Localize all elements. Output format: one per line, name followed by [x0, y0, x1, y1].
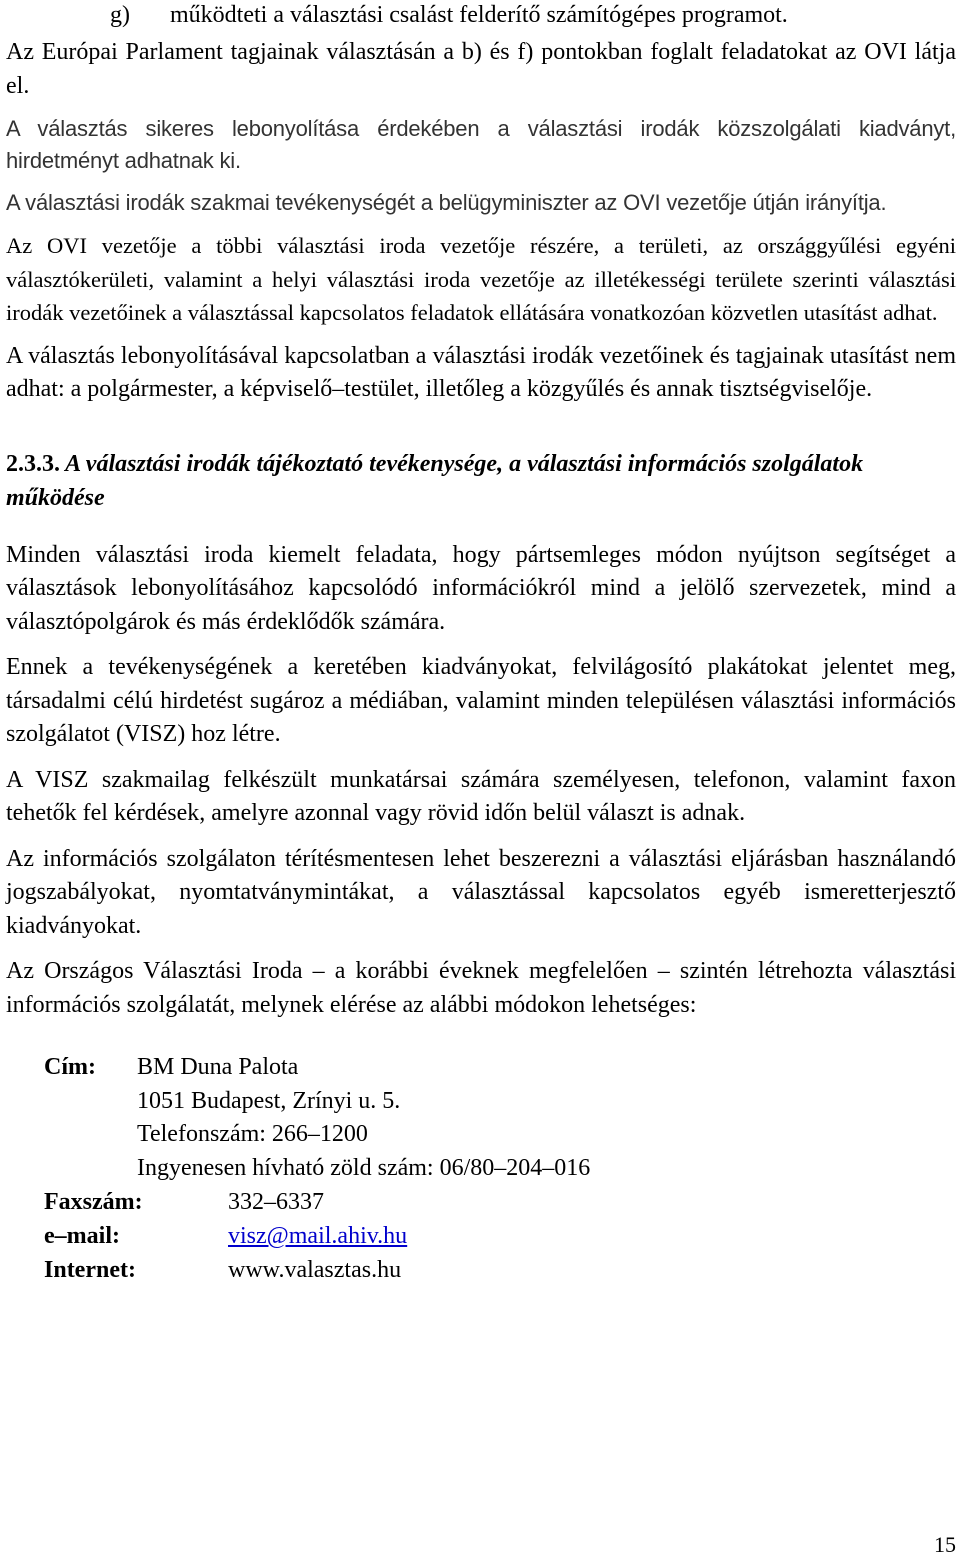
section-number: 2.3.3. [6, 450, 60, 477]
fax-label: Faxszám: [44, 1189, 143, 1215]
paragraph-visz-created: Ennek a tevékenységének a keretében kiadványokat, felvilágosító plakátokat jelentet meg, társadalmi célú hirdetést sugároz a médiában, valamint minden településen választási információs szolgálatot (VISZ) hoz létre. [6, 654, 956, 747]
paragraph-publications: A választás sikeres lebonyolítása érdekében a választási irodák közszolgálati kiadványt, hirdetményt adhatnak ki. [6, 116, 956, 173]
email-link[interactable]: visz@mail.ahiv.hu [228, 1223, 408, 1249]
fax-value: 332–6337 [228, 1189, 324, 1215]
paragraph-free-materials: Az információs szolgálaton térítésmentesen lehet beszerezni a választási eljárásban használandó jogszabályokat, nyomtatványmintákat, a választással kapcsolatos egyéb ismeretterjesztő kiadványokat. [6, 845, 956, 939]
paragraph-instructions: Az OVI vezetője a többi választási iroda vezetője részére, a területi, az országgyűlési egyéni választókerületi, valamint a helyi választási iroda vezetője az illetékességi területe szerinti választási irodák vezetőinek a választással kapcsolatos feladatok ellátására vonatkozóan közvetlen utasítást adhat. [6, 233, 956, 325]
list-item-text: működteti a választási csalást felderítő számítógépes programot. [170, 2, 788, 28]
paragraph-supervision: A választási irodák szakmai tevékenységét a belügyminiszter az OVI vezetője útján irányítja. [6, 190, 887, 215]
list-marker: g) [110, 2, 130, 28]
page-number: 15 [934, 1532, 956, 1557]
paragraph-ep-election: Az Európai Parlament tagjainak választásán a b) és f) pontokban foglalt feladatokat az OVI látja el. [6, 39, 956, 99]
email-label: e–mail: [44, 1223, 120, 1249]
internet-value: www.valasztas.hu [228, 1257, 402, 1283]
paragraph-no-instructions: A választás lebonyolításával kapcsolatban a választási irodák vezetőinek és tagjainak utasítást nem adhat: a polgármester, a képviselő–testület, illetőleg a közgyűlés és annak tisztségviselője. [6, 342, 956, 402]
section-title: A választási irodák tájékoztató tevékenysége, a választási információs szolgálatok működése [6, 450, 864, 511]
paragraph-ovi-service: Az Országos Választási Iroda – a korábbi éveknek megfelelően – szintén létrehozta választási információs szolgálatát, melynek elérése az alábbi módokon lehetséges: [6, 958, 956, 1018]
address-line-4: Ingyenesen hívható zöld szám: 06/80–204–016 [137, 1155, 591, 1181]
address-line-2: 1051 Budapest, Zrínyi u. 5. [137, 1088, 401, 1114]
paragraph-neutral-information: Minden választási iroda kiemelt feladata, hogy pártsemleges módon nyújtson segítséget a választások lebonyolításához kapcsolódó információkról mind a jelölő szervezetek, mind a választópolgárok és más érdeklődők számára. [6, 541, 956, 635]
contact-block [6, 1050, 956, 1283]
document-page [6, 0, 956, 1283]
address-line-1: BM Duna Palota [137, 1054, 299, 1080]
address-label: Cím: [44, 1054, 96, 1080]
list-item-g [6, 0, 956, 30]
internet-label: Internet: [44, 1257, 136, 1283]
address-line-3: Telefonszám: 266–1200 [137, 1121, 368, 1147]
section-heading [6, 447, 956, 515]
paragraph-visz-staff: A VISZ szakmailag felkészült munkatársai számára személyesen, telefonon, valamint faxon tehetők fel kérdések, amelyre azonnal vagy rövid időn belül választ is adnak. [6, 766, 956, 826]
